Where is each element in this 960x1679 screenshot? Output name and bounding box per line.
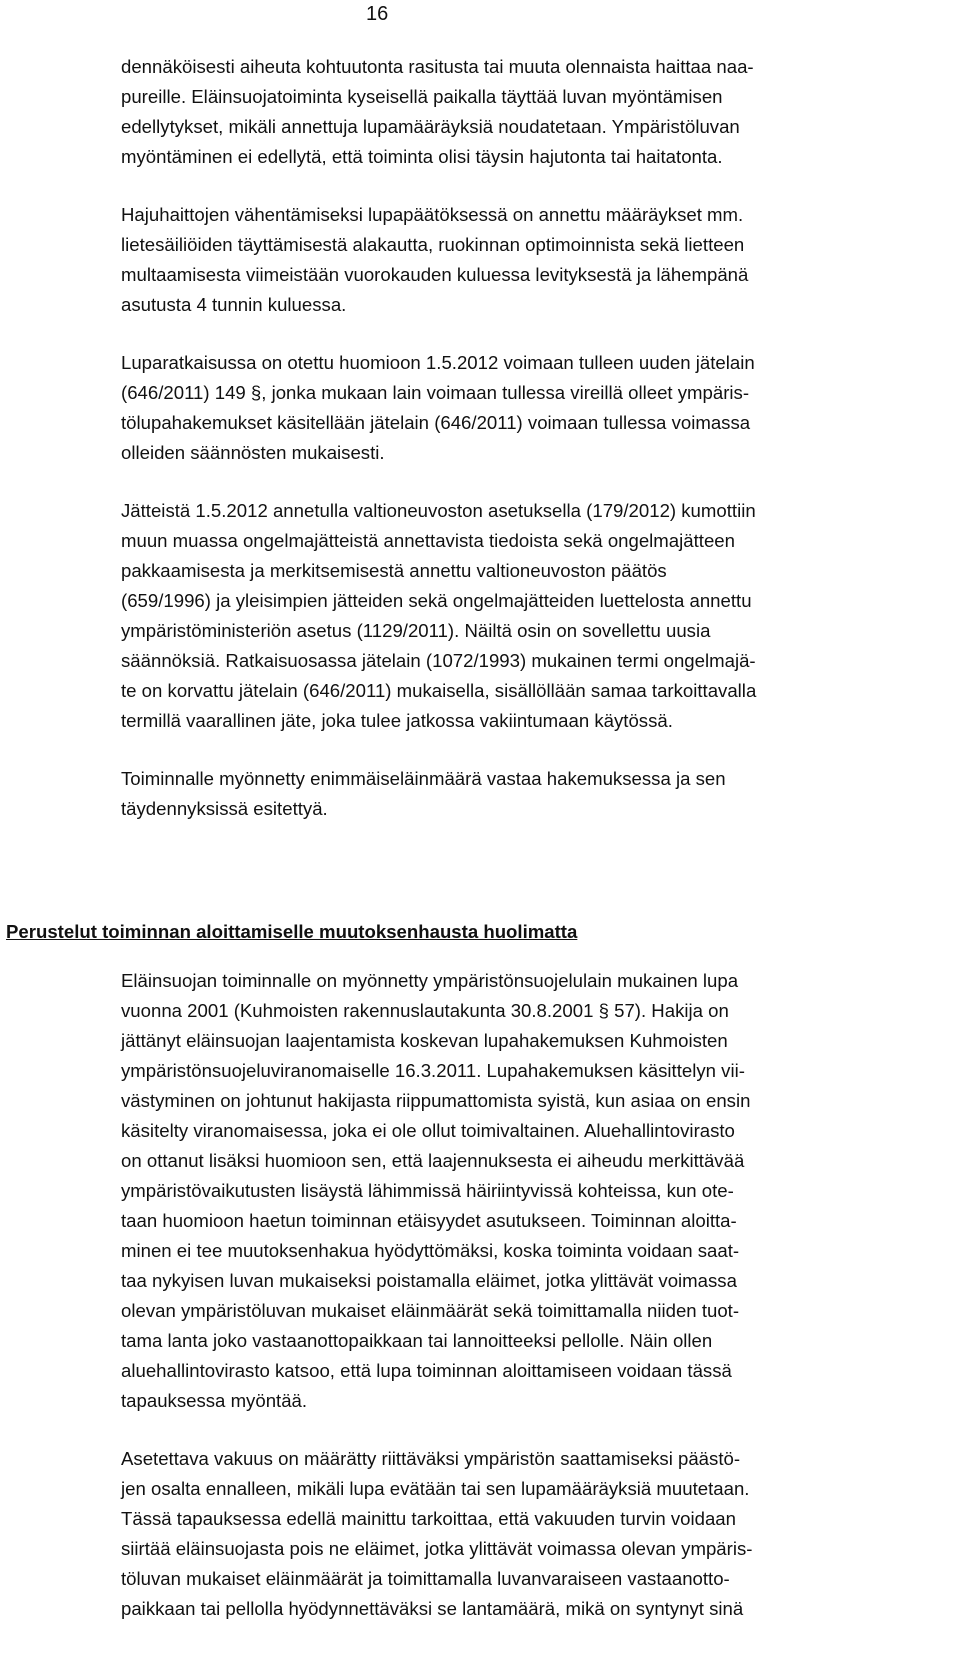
text-line: käsitelty viranomaisessa, joka ei ole ollut toimivaltainen. Aluehallintovirasto xyxy=(121,1120,735,1141)
text-line: Toiminnalle myönnetty enimmäiseläinmäärä vastaa hakemuksessa ja sen xyxy=(121,768,726,789)
text-line: täydennyksissä esitettyä. xyxy=(121,798,328,819)
text-line: siirtää eläinsuojasta pois ne eläimet, jotka ylittävät voimassa olevan ympäris- xyxy=(121,1538,753,1559)
text-line: dennäköisesti aiheuta kohtuutonta rasitusta tai muuta olennaista haittaa naa- xyxy=(121,56,754,77)
text-line: myöntäminen ei edellytä, että toiminta olisi täysin hajutonta tai haitatonta. xyxy=(121,146,723,167)
text-line: termillä vaarallinen jäte, joka tulee jatkossa vakiintumaan käytössä. xyxy=(121,710,673,731)
text-line: taan huomioon haetun toiminnan etäisyydet asutukseen. Toiminnan aloitta- xyxy=(121,1210,737,1231)
text-line: paikkaan tai pellolla hyödynnettäväksi se lantamäärä, mikä on syntynyt sinä xyxy=(121,1598,744,1619)
text-line: minen ei tee muutoksenhakua hyödyttömäksi, koska toiminta voidaan saat- xyxy=(121,1240,740,1261)
text-line: Asetettava vakuus on määrätty riittäväksi ympäristön saattamiseksi päästö- xyxy=(121,1448,741,1469)
text-line: aluehallintovirasto katsoo, että lupa toiminnan aloittamiseen voidaan tässä xyxy=(121,1360,732,1381)
text-line: tapauksessa myöntää. xyxy=(121,1390,308,1411)
text-line: tama lanta joko vastaanottopaikkaan tai lannoitteeksi pellolle. Näin ollen xyxy=(121,1330,713,1351)
section-heading: Perustelut toiminnan aloittamiselle muutoksenhausta huolimatta xyxy=(6,921,578,942)
text-line: asutusta 4 tunnin kuluessa. xyxy=(121,294,347,315)
text-line: Luparatkaisussa on otettu huomioon 1.5.2012 voimaan tulleen uuden jätelain xyxy=(121,352,755,373)
text-line: Jätteistä 1.5.2012 annetulla valtioneuvoston asetuksella (179/2012) kumottiin xyxy=(121,500,756,521)
text-line: (646/2011) 149 §, jonka mukaan lain voimaan tullessa vireillä olleet ympäris- xyxy=(121,382,750,403)
text-line: lietesäiliöiden täyttämisestä alakautta, ruokinnan optimoinnista sekä lietteen xyxy=(121,234,745,255)
text-line: tölupahakemukset käsitellään jätelain (646/2011) voimaan tullessa voimassa xyxy=(121,412,751,433)
text-line: västyminen on johtunut hakijasta riippumattomista syistä, kun asiaa on ensin xyxy=(121,1090,751,1111)
text-line: multaamisesta viimeistään vuorokauden kuluessa levityksestä ja lähempänä xyxy=(121,264,749,285)
text-line: säännöksiä. Ratkaisuosassa jätelain (1072/1993) mukainen termi ongelmajä- xyxy=(121,650,756,671)
text-line: olevan ympäristöluvan mukaiset eläinmäärät sekä toimittamalla niiden tuot- xyxy=(121,1300,740,1321)
text-line: ympäristövaikutusten lisäystä lähimmissä häiriintyvissä kohteissa, kun ote- xyxy=(121,1180,734,1201)
text-line: jen osalta ennalleen, mikäli lupa evätään tai sen lupamääräyksiä muutetaan. xyxy=(121,1478,750,1499)
text-line: Hajuhaittojen vähentämiseksi lupapäätöksessä on annettu määräykset mm. xyxy=(121,204,744,225)
text-line: pureille. Eläinsuojatoiminta kyseisellä paikalla täyttää luvan myöntämisen xyxy=(121,86,723,107)
text-line: vuonna 2001 (Kuhmoisten rakennuslautakunta 30.8.2001 § 57). Hakija on xyxy=(121,1000,729,1021)
text-line: olleiden säännösten mukaisesti. xyxy=(121,442,385,463)
text-line: töluvan mukaiset eläinmäärät ja toimittamalla luvanvaraiseen vastaanotto- xyxy=(121,1568,730,1589)
page-number: 16 xyxy=(366,3,389,25)
text-line: te on korvattu jätelain (646/2011) mukaisella, sisällöllään samaa tarkoittavalla xyxy=(121,680,757,701)
text-line: taa nykyisen luvan mukaiseksi poistamalla eläimet, jotka ylittävät voimassa xyxy=(121,1270,737,1291)
text-line: edellytykset, mikäli annettuja lupamääräyksiä noudatetaan. Ympäristöluvan xyxy=(121,116,740,137)
text-line: ympäristönsuojeluviranomaiselle 16.3.2011. Lupahakemuksen käsittelyn vii- xyxy=(121,1060,745,1081)
text-line: ympäristöministeriön asetus (1129/2011). Näiltä osin on sovellettu uusia xyxy=(121,620,711,641)
text-line: pakkaamisesta ja merkitsemisestä annettu valtioneuvoston päätös xyxy=(121,560,667,581)
text-line: Tässä tapauksessa edellä mainittu tarkoittaa, että vakuuden turvin voidaan xyxy=(121,1508,736,1529)
text-line: muun muassa ongelmajätteistä annettavista tiedoista sekä ongelmajätteen xyxy=(121,530,735,551)
text-line: Eläinsuojan toiminnalle on myönnetty ympäristönsuojelulain mukainen lupa xyxy=(121,970,739,991)
text-line: (659/1996) ja yleisimpien jätteiden sekä ongelmajätteiden luettelosta annettu xyxy=(121,590,752,611)
text-line: on ottanut lisäksi huomioon sen, että laajennuksesta ei aiheudu merkittävää xyxy=(121,1150,745,1171)
text-line: jättänyt eläinsuojan laajentamista koskevan lupahakemuksen Kuhmoisten xyxy=(121,1030,728,1051)
